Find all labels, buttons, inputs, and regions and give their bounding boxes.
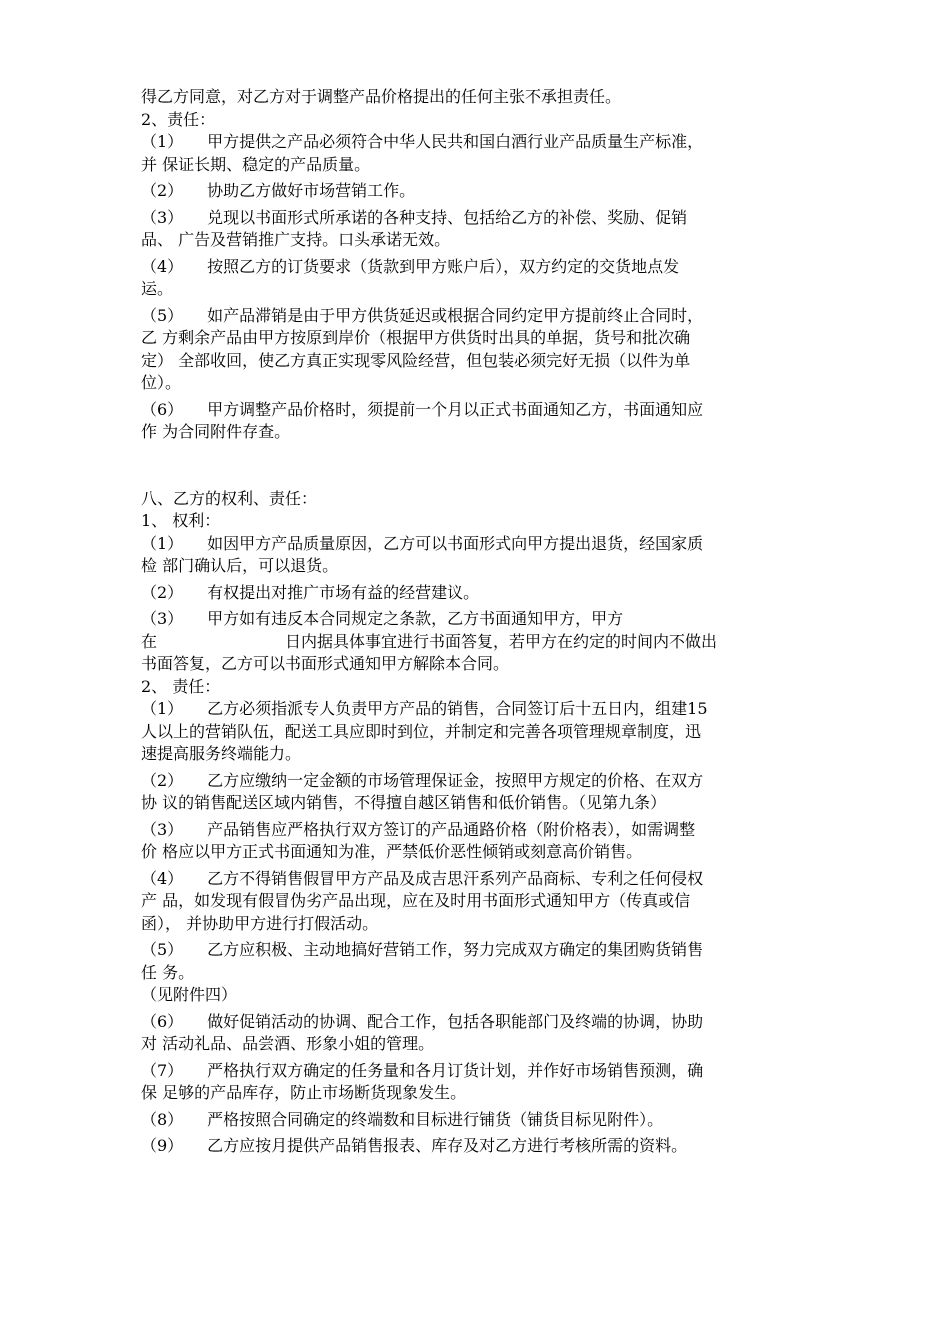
party-b-duty-8-line: （8） 严格按照合同确定的终端数和目标进行铺货（铺货目标见附件）。 xyxy=(141,1109,664,1129)
party-b-duty-4-line: （4） 乙方不得销售假冒甲方产品及成吉思汗系列产品商标、专利之任何侵权 xyxy=(141,868,704,888)
party-a-duty-4-line: 运。 xyxy=(141,279,174,298)
party-b-duty-3-line: 价 格应以甲方正式书面通知为准，严禁低价恶性倾销或刻意高价销售。 xyxy=(141,842,643,861)
party-b-duty-7-line: 保 足够的产品库存，防止市场断货现象发生。 xyxy=(141,1083,467,1102)
spacer xyxy=(141,466,821,488)
party-b-duty-5-line: （5） 乙方应积极、主动地搞好营销工作，努力完成双方确定的集团购货销售 xyxy=(141,940,704,959)
party-a-duty-3-line: （3） 兑现以书面形式所承诺的各种支持、包括给乙方的补偿、奖励、促销 xyxy=(141,207,688,227)
party-a-duty-1-line: （1） 甲方提供之产品必须符合中华人民共和国白酒行业产品质量生产标准， xyxy=(141,132,704,151)
party-b-right-3-line: （3） 甲方如有违反本合同规定之条款，乙方书面通知甲方，甲方 xyxy=(141,609,624,628)
section-heading-responsibility: 2、责任： xyxy=(141,109,216,129)
spacer xyxy=(141,444,821,466)
party-b-duty-6-line: （6） 做好促销活动的协调、配合工作，包括各职能部门及终端的协调，协助 xyxy=(141,1011,704,1031)
party-a-duty-5-line: 位）。 xyxy=(141,373,182,392)
party-b-right-3-line: 在 日内据具体事宜进行书面答复，若甲方在约定的时间内不做出 xyxy=(141,631,718,651)
party-b-right-1-line: 检 部门确认后，可以退货。 xyxy=(141,556,339,575)
party-b-duty-4-line: 函）， 并协助甲方进行打假活动。 xyxy=(141,913,379,933)
party-a-duty-2-line: （2） 协助乙方做好市场营销工作。 xyxy=(141,181,416,200)
party-a-duty-4-line: （4） 按照乙方的订货要求（货款到甲方账户后），双方约定的交货地点发 xyxy=(141,256,680,276)
section-heading-duties: 2、 责任： xyxy=(141,676,221,696)
party-b-duty-1-line: 速提高服务终端能力。 xyxy=(141,744,302,763)
party-b-duty-3-line: （3） 产品销售应严格执行双方签订的产品通路价格（附价格表），如需调整 xyxy=(141,819,696,839)
party-a-duty-5-line: 定） 全部收回，使乙方真正实现零风险经营，但包装必须完好无损（以件为单 xyxy=(141,350,691,370)
section-heading-rights: 1、 权利： xyxy=(141,511,221,530)
party-b-duty-4-line: 产 品，如发现有假冒伪劣产品出现，应在及时用书面形式通知甲方（传真或信 xyxy=(141,891,691,910)
party-a-duty-6-line: （6） 甲方调整产品价格时，须提前一个月以正式书面通知乙方，书面通知应 xyxy=(141,399,704,419)
intro-line: 得乙方同意，对乙方对于调整产品价格提出的任何主张不承担责任。 xyxy=(141,87,622,106)
party-a-duty-5-line: 乙 方剩余产品由甲方按原到岸价（根据甲方供货时出具的单据，货号和批次确 xyxy=(141,328,691,347)
party-b-right-2-line: （2） 有权提出对推广市场有益的经营建议。 xyxy=(141,582,480,602)
party-b-duty-5-line: 任 务。 xyxy=(141,962,195,982)
party-a-duty-6-line: 作 为合同附件存查。 xyxy=(141,422,291,441)
party-b-duty-9-line: （9） 乙方应按月提供产品销售报表、库存及对乙方进行考核所需的资料。 xyxy=(141,1136,688,1155)
party-b-duty-1-line: 人以上的营销队伍，配送工具应即时到位，并制定和完善各项管理规章制度，迅 xyxy=(141,721,702,741)
party-b-duty-2-line: （2） 乙方应缴纳一定金额的市场管理保证金，按照甲方规定的价格、在双方 xyxy=(141,770,704,790)
contract-page xyxy=(141,86,821,1158)
party-a-duty-5-line: （5） 如产品滞销是由于甲方供货延迟或根据合同约定甲方提前终止合同时， xyxy=(141,305,704,325)
party-b-duty-1-line: （1） 乙方必须指派专人负责甲方产品的销售，合同签订后十五日内，组建15 xyxy=(141,699,708,718)
article-eight-heading: 八、乙方的权利、责任： xyxy=(141,488,318,508)
party-a-duty-1-line: 并 保证长期、稳定的产品质量。 xyxy=(141,154,371,174)
party-b-duty-6-line: 对 活动礼品、品尝酒、形象小姐的管理。 xyxy=(141,1034,435,1053)
party-b-duty-5-line: （见附件四） xyxy=(141,985,238,1004)
party-a-duty-3-line: 品、 广告及营销推广支持。口头承诺无效。 xyxy=(141,230,451,249)
party-b-duty-2-line: 协 议的销售配送区域内销售，不得擅自越区销售和低价销售。（见第九条） xyxy=(141,793,667,812)
party-b-right-1-line: （1） 如因甲方产品质量原因，乙方可以书面形式向甲方提出退货，经国家质 xyxy=(141,533,704,553)
party-b-duty-7-line: （7） 严格执行双方确定的任务量和各月订货计划，并作好市场销售预测，确 xyxy=(141,1060,704,1080)
party-b-right-3-line: 书面答复，乙方可以书面形式通知甲方解除本合同。 xyxy=(141,654,510,673)
